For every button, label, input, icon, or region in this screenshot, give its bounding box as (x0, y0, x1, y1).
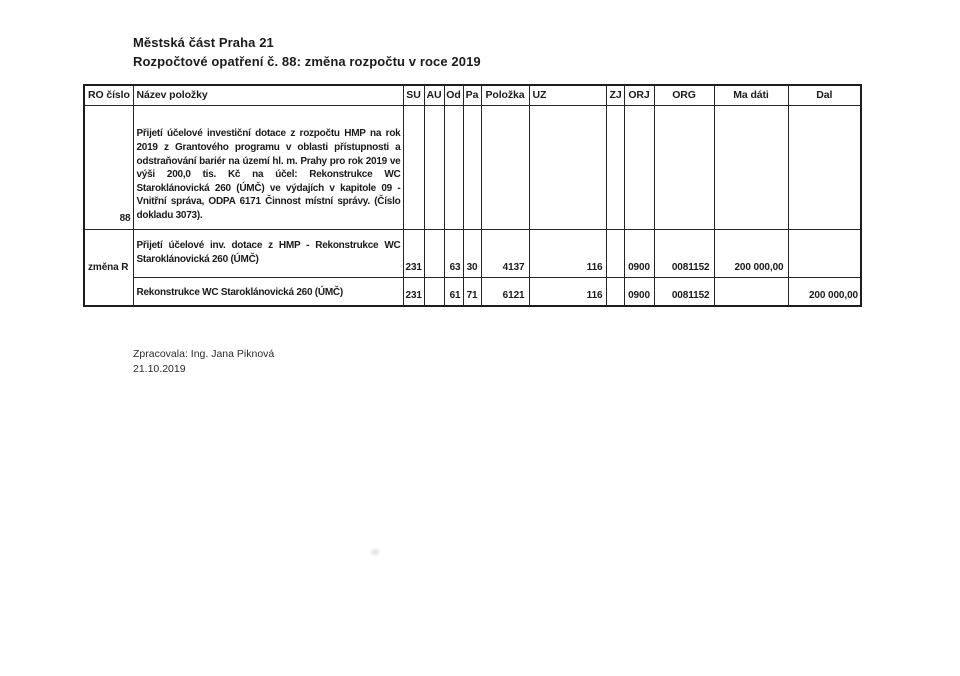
cell-su: 231 (403, 229, 424, 277)
cell-au (424, 105, 444, 229)
col-header-nazev-polozky: Název položky (133, 85, 403, 105)
cell-nazev-polozky (133, 105, 403, 229)
cell-pa: 71 (463, 277, 481, 306)
cell-org (654, 105, 714, 229)
cell-nazev-polozky (133, 277, 403, 306)
doc-subtitle: Rozpočtové opatření č. 88: změna rozpočtu v roce 2019 (133, 54, 481, 69)
col-header-dal: Dal (788, 85, 861, 105)
col-header-od: Od (444, 85, 463, 105)
table-row-description (84, 105, 861, 229)
cell-su: 231 (403, 277, 424, 306)
cell-polozka: 4137 (481, 229, 529, 277)
cell-au (424, 229, 444, 277)
col-header-uz: UZ (529, 85, 606, 105)
description-paragraph: Přijetí účelové investiční dotace z rozpočtu HMP na rok 2019 z Grantového programu v oblasti přístupnosti a odstraňování bariér na území hl. m. Prahy pro rok 2019 ve výši 200,0 tis. Kč na účel: Rekonstrukce WC Staroklánovická 260 (ÚMČ) ve výdajích v kapitole 09 - Vnitřní správa, ODPA 6171 Činnost místní správy. (Číslo dokladu 3073). (136, 128, 401, 221)
cell-od: 61 (444, 277, 463, 306)
cell-zj (606, 277, 624, 306)
cell-zj (606, 105, 624, 229)
cell-ma-dati: 200 000,00 (714, 229, 788, 277)
budget-table (83, 84, 862, 307)
col-header-au: AU (424, 85, 444, 105)
header-row (84, 85, 861, 105)
cell-uz: 116 (529, 277, 606, 306)
cell-su (403, 105, 424, 229)
cell-uz: 116 (529, 229, 606, 277)
col-header-ro-cislo: RO číslo (84, 85, 133, 105)
col-header-su: SU (403, 85, 424, 105)
cell-dal: 200 000,00 (788, 277, 861, 306)
scan-artifact (371, 549, 379, 555)
cell-au (424, 277, 444, 306)
col-header-polozka: Položka (481, 85, 529, 105)
col-header-orj: ORJ (624, 85, 654, 105)
cell-od (444, 105, 463, 229)
cell-polozka (481, 105, 529, 229)
cell-od: 63 (444, 229, 463, 277)
cell-org: 0081152 (654, 277, 714, 306)
cell-uz (529, 105, 606, 229)
cell-pa (463, 105, 481, 229)
cell-pa: 30 (463, 229, 481, 277)
cell-orj: 0900 (624, 229, 654, 277)
table-row-expense (84, 277, 861, 306)
cell-orj: 0900 (624, 277, 654, 306)
col-header-zj: ZJ (606, 85, 624, 105)
document-date: 21.10.2019 (133, 363, 186, 375)
document-header (133, 33, 481, 71)
doc-title: Městská část Praha 21 (133, 35, 274, 50)
cell-orj (624, 105, 654, 229)
cell-nazev-polozky (133, 229, 403, 277)
col-header-pa: Pa (463, 85, 481, 105)
cell-org: 0081152 (654, 229, 714, 277)
cell-zj (606, 229, 624, 277)
prepared-by-label: Zpracovala: Ing. Jana Piknová (133, 348, 275, 360)
cell-dal (788, 105, 861, 229)
document-footer (133, 347, 274, 377)
row-label: Rekonstrukce WC Staroklánovická 260 (ÚMČ) (136, 287, 343, 298)
cell-ro-cislo: změna R (84, 229, 133, 306)
table-row-income (84, 229, 861, 277)
cell-polozka: 6121 (481, 277, 529, 306)
cell-dal (788, 229, 861, 277)
cell-ma-dati (714, 277, 788, 306)
col-header-ma-dati: Ma dáti (714, 85, 788, 105)
cell-ro-cislo: 88 (84, 105, 133, 229)
row-label: Přijetí účelové inv. dotace z HMP - Rekonstrukce WC Staroklánovická 260 (ÚMČ) (136, 240, 401, 265)
cell-ma-dati (714, 105, 788, 229)
col-header-org: ORG (654, 85, 714, 105)
